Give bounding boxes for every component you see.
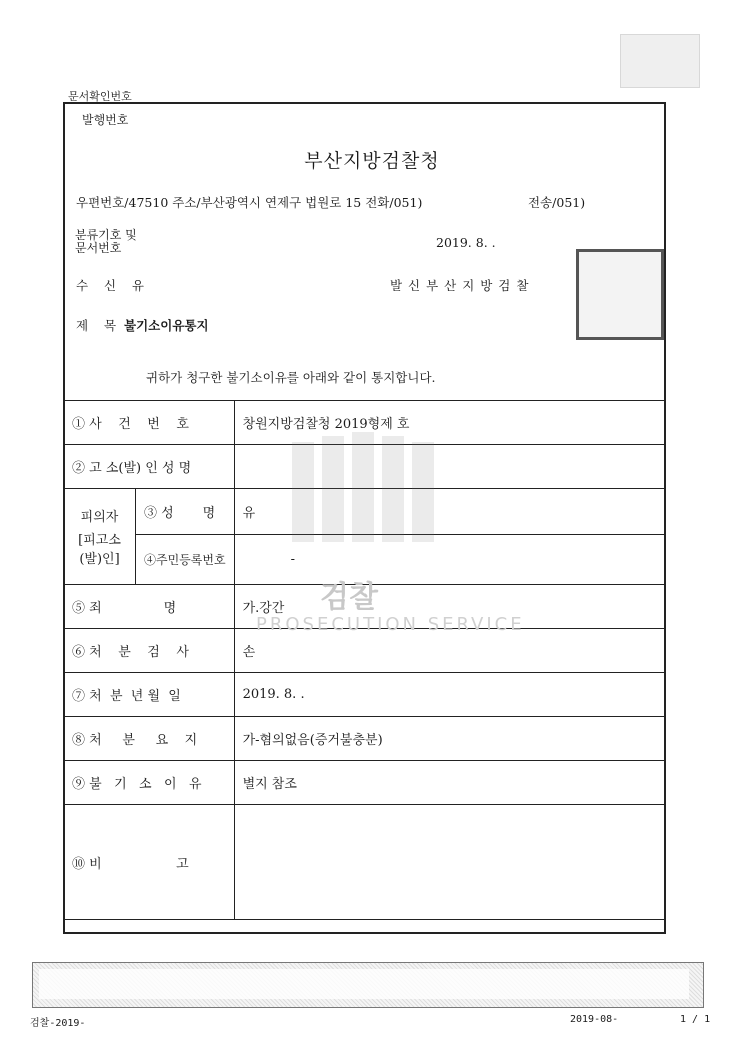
table-row [64, 761, 666, 805]
disposition-date-value: 2019. 8. . [234, 673, 665, 717]
crime-label: ⑤ 죄 명 [64, 585, 235, 629]
reason-label: ⑨ 불 기 소 이 유 [64, 761, 235, 805]
prosecutor-label: ⑥ 처 분 검 사 [64, 629, 235, 673]
prosecution-emblem-watermark [292, 432, 436, 552]
case-number-value: 창원지방검찰청 2019형제 호 [234, 401, 665, 445]
reason-value: 별지 참조 [234, 761, 665, 805]
crime-value: 가.강간 [234, 585, 665, 629]
watermark-word: 검찰 [320, 580, 378, 615]
prosecutor-value: 손 [234, 629, 665, 673]
document-confirmation-label: 문서확인번호 [68, 90, 132, 103]
watermark-text: PROSECUTION SERVICE [256, 614, 525, 635]
complainant-label: ② 고 소(발) 인 성 명 [64, 445, 235, 489]
subject-prefix: 제 목 [76, 318, 124, 333]
subject-line [76, 316, 209, 334]
remarks-label: ⑩ 비 고 [64, 805, 235, 920]
top-right-stamp-area [620, 34, 700, 88]
remarks-value [234, 805, 665, 920]
footer-date: 2019-08- [570, 1014, 619, 1025]
suspect-name-label: ③ 성 명 [136, 489, 235, 535]
office-title: 부산지방검찰청 [304, 150, 440, 172]
disposition-summary-value: 가-혐의없음(증거불충분) [234, 717, 665, 761]
table-row [64, 717, 666, 761]
case-number-label: ① 사 건 번 호 [64, 401, 235, 445]
disposition-date-label: ⑦ 처 분 년 월 일 [64, 673, 235, 717]
table-row [64, 805, 666, 920]
suspect-group-sub: [피고소(발)인] [78, 533, 121, 567]
suspect-group-label: 피의자 [80, 510, 119, 525]
footer-security-strip [32, 962, 704, 1008]
sender: 발 신 부 산 지 방 검 찰 [390, 278, 530, 293]
resident-id-label: ④주민등록번호 [136, 535, 235, 585]
footer-document-id: 검찰-2019- [30, 1018, 86, 1029]
issue-date: 2019. 8. . [436, 235, 496, 250]
footer-page-number: 1 / 1 [680, 1014, 711, 1025]
recipient: 수 신 유 [76, 278, 145, 293]
intro-text: 귀하가 청구한 불기소이유를 아래와 같이 통지합니다. [146, 370, 436, 385]
resident-id-value: - [234, 535, 665, 585]
classification-label-1: 분류기호 및 [75, 228, 137, 242]
suspect-group-cell [64, 489, 136, 585]
official-seal [576, 249, 664, 340]
address-line: 우편번호/47510 주소/부산광역시 연제구 법원로 15 전화/051) [76, 195, 423, 210]
table-row [64, 629, 666, 673]
table-row [64, 673, 666, 717]
subject-text: 불기소이유통지 [124, 318, 209, 333]
issue-number-label: 발행번호 [82, 113, 129, 127]
suspect-name-value: 유 [234, 489, 665, 535]
disposition-summary-label: ⑧ 처 분 요 지 [64, 717, 235, 761]
fax-number: 전송/051) [528, 195, 586, 210]
classification-label-2: 문서번호 [75, 241, 122, 255]
